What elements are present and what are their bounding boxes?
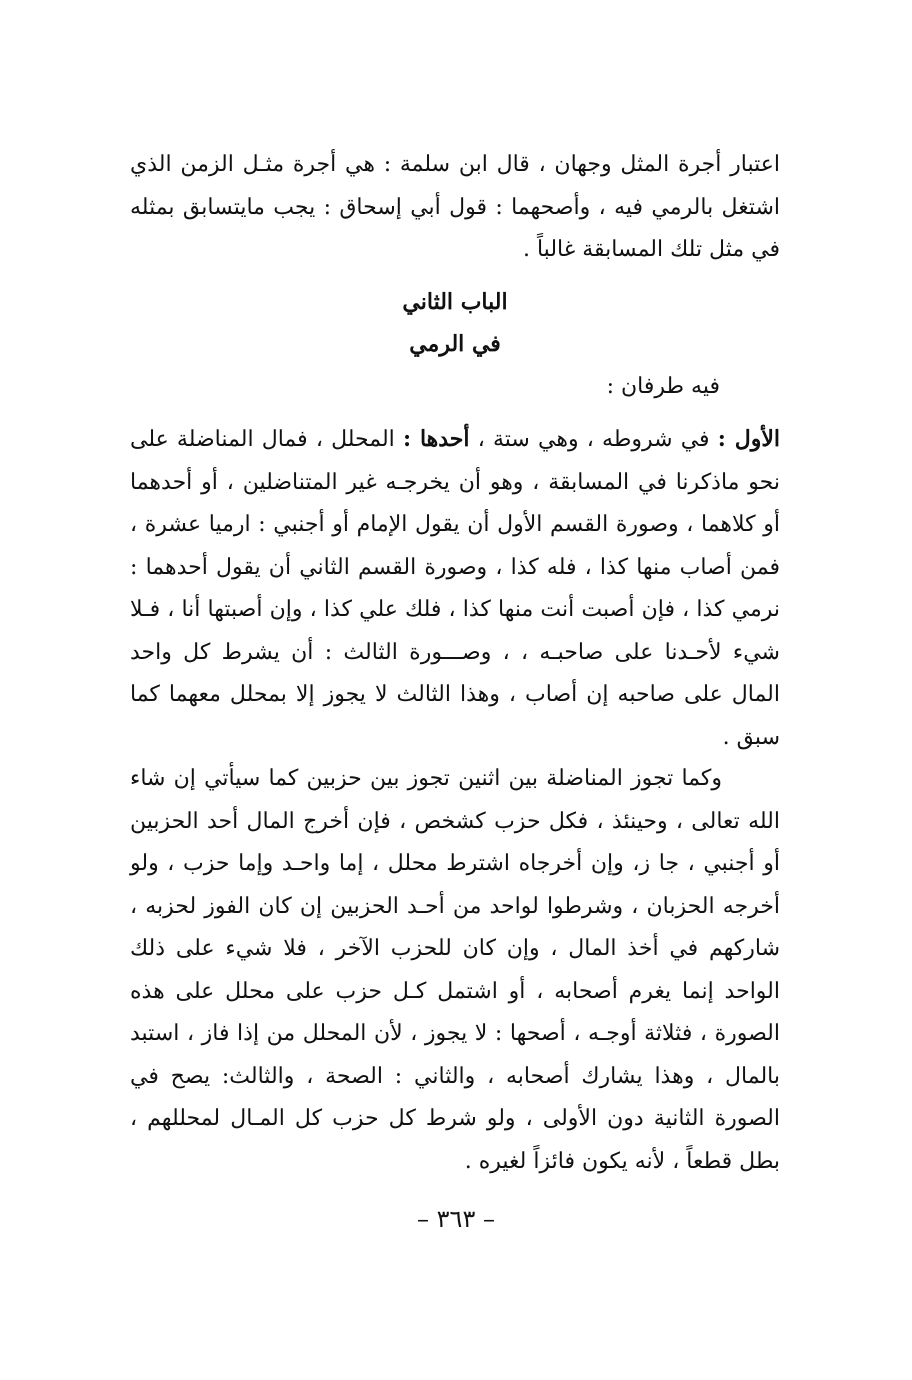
chapter-title: الباب الثاني <box>402 289 508 315</box>
section-intro-text: فيه طرفان : <box>606 374 720 399</box>
first-part-paragraph <box>130 418 780 759</box>
first-part-text-a: في شروطه ، وهي ستة ، <box>469 427 718 452</box>
second-paragraph <box>130 758 780 1183</box>
condition-one-label: أحدها : <box>402 426 470 452</box>
first-part-label: الأول : <box>717 426 780 452</box>
first-part-text-b: المحلل ، فمال المناضلة على نحو ماذكرنا في المسابقة ، وهو أن يخرجـه غير المتناضلين ، أو أحدهما أو كلاهما ، وصورة القسم الأول أن يقول الإمام أو أجنبي : ارميا عشرة ، فمن أصاب منها كذا ، فله كذا ، وصورة القسم الثاني أن يقول أحدهما : نرمي كذا ، فإن أصبت أنت منها كذا ، فلك علي كذا ، وإن أصبتها أنا ، فـلا شيء لأحـدنا على صاحبـه ، ، وصـــورة الثالث : أن يشرط كل واحد المال على صاحبه إن أصاب ، وهذا الثالث لا يجوز إلا بمحلل معهما كما سبق . <box>130 427 780 750</box>
intro-text: اعتبار أجرة المثل وجهان ، قال ابن سلمة : هي أجرة مثـل الزمن الذي اشتغل بالرمي فيه ، وأصحهما : قول أبي إسحاق : يجب مايتسابق بمثله في مثل تلك المسابقة غالباً . <box>130 152 780 262</box>
chapter-subtitle: في الرمي <box>409 331 501 357</box>
second-paragraph-text: وكما تجوز المناضلة بين اثنين تجوز بين حزبين كما سيأتي إن شاء الله تعالى ، وحينئذ ، فكل حزب كشخص ، فإن أخرج المال أحد الحزبين أو أجنبي ، جا ز، وإن أخرجاه اشترط محلل ، إما واحـد وإما حزب ، ولو أخرجه الحزبان ، وشرطوا لواحد من أحـد الحزبين إن كان الفوز لحزبه ، شاركهم في أخذ المال ، وإن كان للحزب الآخر ، فلا شيء على ذلك الواحد إنما يغرم أصحابه ، أو اشتمل كـل حزب على محلل على هذه الصورة ، فثلاثة أوجـه ، أصحها : لا يجوز ، لأن المحلل من إذا فاز ، استبد بالمال ، وهذا يشارك أصحابه ، والثاني : الصحة ، والثالث: يصح في الصورة الثانية دون الأولى ، ولو شرط كل حزب كل المـال لمحللهم ، بطل قطعاً ، لأنه يكون فائزاً لغيره . <box>130 766 780 1174</box>
intro-paragraph <box>130 144 780 272</box>
first-part-text <box>130 418 780 759</box>
page-number: – ٣٦٣ – <box>417 1205 495 1233</box>
section-intro <box>130 366 780 409</box>
